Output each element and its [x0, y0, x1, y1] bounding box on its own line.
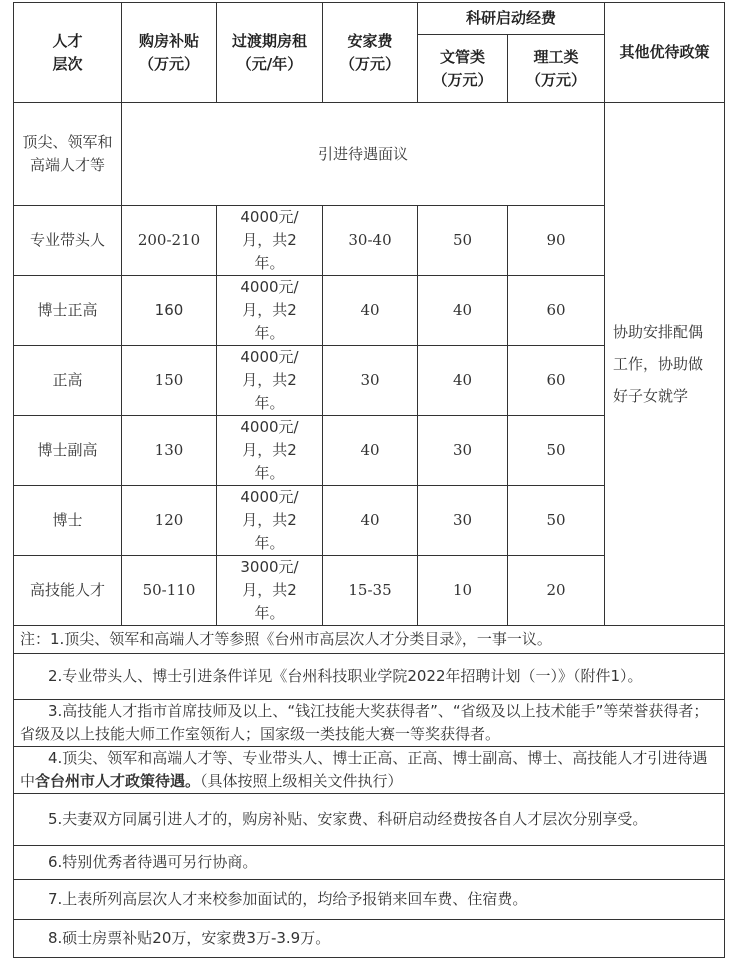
- header-transition-rent: 过渡期房租 （元/年）: [217, 3, 323, 103]
- settle-cell: 30: [323, 346, 418, 416]
- housing-cell: 130: [122, 416, 217, 486]
- housing-cell: 120: [122, 486, 217, 556]
- settle-cell: 40: [323, 416, 418, 486]
- header-other-policy: 其他优待政策: [605, 3, 725, 103]
- liberal-cell: 50: [418, 206, 508, 276]
- header-research-funding: 科研启动经费: [418, 3, 605, 35]
- level-cell: 博士正高: [14, 276, 122, 346]
- liberal-cell: 30: [418, 486, 508, 556]
- other-policy-cell: 协助安排配偶工作，协助做好子女就学: [605, 103, 725, 626]
- liberal-cell: 30: [418, 416, 508, 486]
- note-4: 4.顶尖、领军和高端人才等、专业带头人、博士正高、正高、博士副高、博士、高技能人才引进待遇中含台州市人才政策待遇。（具体按照上级相关文件执行）: [14, 747, 725, 794]
- row-top-talent-level: 顶尖、领军和高端人才等: [14, 103, 122, 206]
- science-cell: 20: [508, 556, 605, 626]
- note-1: 注：1.顶尖、领军和高端人才等参照《台州市高层次人才分类目录》，一事一议。: [14, 626, 725, 654]
- liberal-cell: 10: [418, 556, 508, 626]
- level-cell: 专业带头人: [14, 206, 122, 276]
- settle-cell: 15-35: [323, 556, 418, 626]
- note-8: 8.硕士房票补贴20万，安家费3万-3.9万。: [14, 920, 725, 958]
- talent-policy-table: [13, 2, 725, 958]
- policy-table-wrapper: [13, 2, 725, 958]
- rent-cell: 4000元/ 月，共2 年。: [217, 416, 323, 486]
- housing-cell: 50-110: [122, 556, 217, 626]
- level-cell: 博士副高: [14, 416, 122, 486]
- rent-cell: 4000元/ 月，共2 年。: [217, 486, 323, 556]
- level-cell: 高技能人才: [14, 556, 122, 626]
- header-level: 人才 层次: [14, 3, 122, 103]
- science-cell: 50: [508, 416, 605, 486]
- rent-cell: 4000元/ 月，共2 年。: [217, 276, 323, 346]
- header-settling-fee: 安家费 （万元）: [323, 3, 418, 103]
- rent-cell: 3000元/ 月，共2 年。: [217, 556, 323, 626]
- rent-cell: 4000元/ 月，共2 年。: [217, 206, 323, 276]
- settle-cell: 30-40: [323, 206, 418, 276]
- header-liberal-arts: 文管类 （万元）: [418, 35, 508, 103]
- housing-cell: 200-210: [122, 206, 217, 276]
- settle-cell: 40: [323, 276, 418, 346]
- note-3: 3.高技能人才指市首席技师及以上、“钱江技能大奖获得者”、“省级及以上技术能手”等荣誉获得者；省级及以上技能大师工作室领衔人；国家级一类技能大赛一等奖获得者。: [14, 700, 725, 747]
- note-6: 6.特别优秀者待遇可另行协商。: [14, 846, 725, 880]
- science-cell: 50: [508, 486, 605, 556]
- level-cell: 正高: [14, 346, 122, 416]
- liberal-cell: 40: [418, 276, 508, 346]
- settle-cell: 40: [323, 486, 418, 556]
- science-cell: 60: [508, 346, 605, 416]
- row-top-talent-treatment: 引进待遇面议: [122, 103, 605, 206]
- science-cell: 90: [508, 206, 605, 276]
- rent-cell: 4000元/ 月，共2 年。: [217, 346, 323, 416]
- level-cell: 博士: [14, 486, 122, 556]
- science-cell: 60: [508, 276, 605, 346]
- header-science-engineering: 理工类 （万元）: [508, 35, 605, 103]
- note-7: 7.上表所列高层次人才来校参加面试的，均给予报销来回车费、住宿费。: [14, 880, 725, 920]
- housing-cell: 160: [122, 276, 217, 346]
- liberal-cell: 40: [418, 346, 508, 416]
- note-2: 2.专业带头人、博士引进条件详见《台州科技职业学院2022年招聘计划（一）》（附件1）。: [14, 654, 725, 700]
- housing-cell: 150: [122, 346, 217, 416]
- note-5: 5.夫妻双方同属引进人才的，购房补贴、安家费、科研启动经费按各自人才层次分别享受。: [14, 794, 725, 846]
- header-housing-subsidy: 购房补贴 （万元）: [122, 3, 217, 103]
